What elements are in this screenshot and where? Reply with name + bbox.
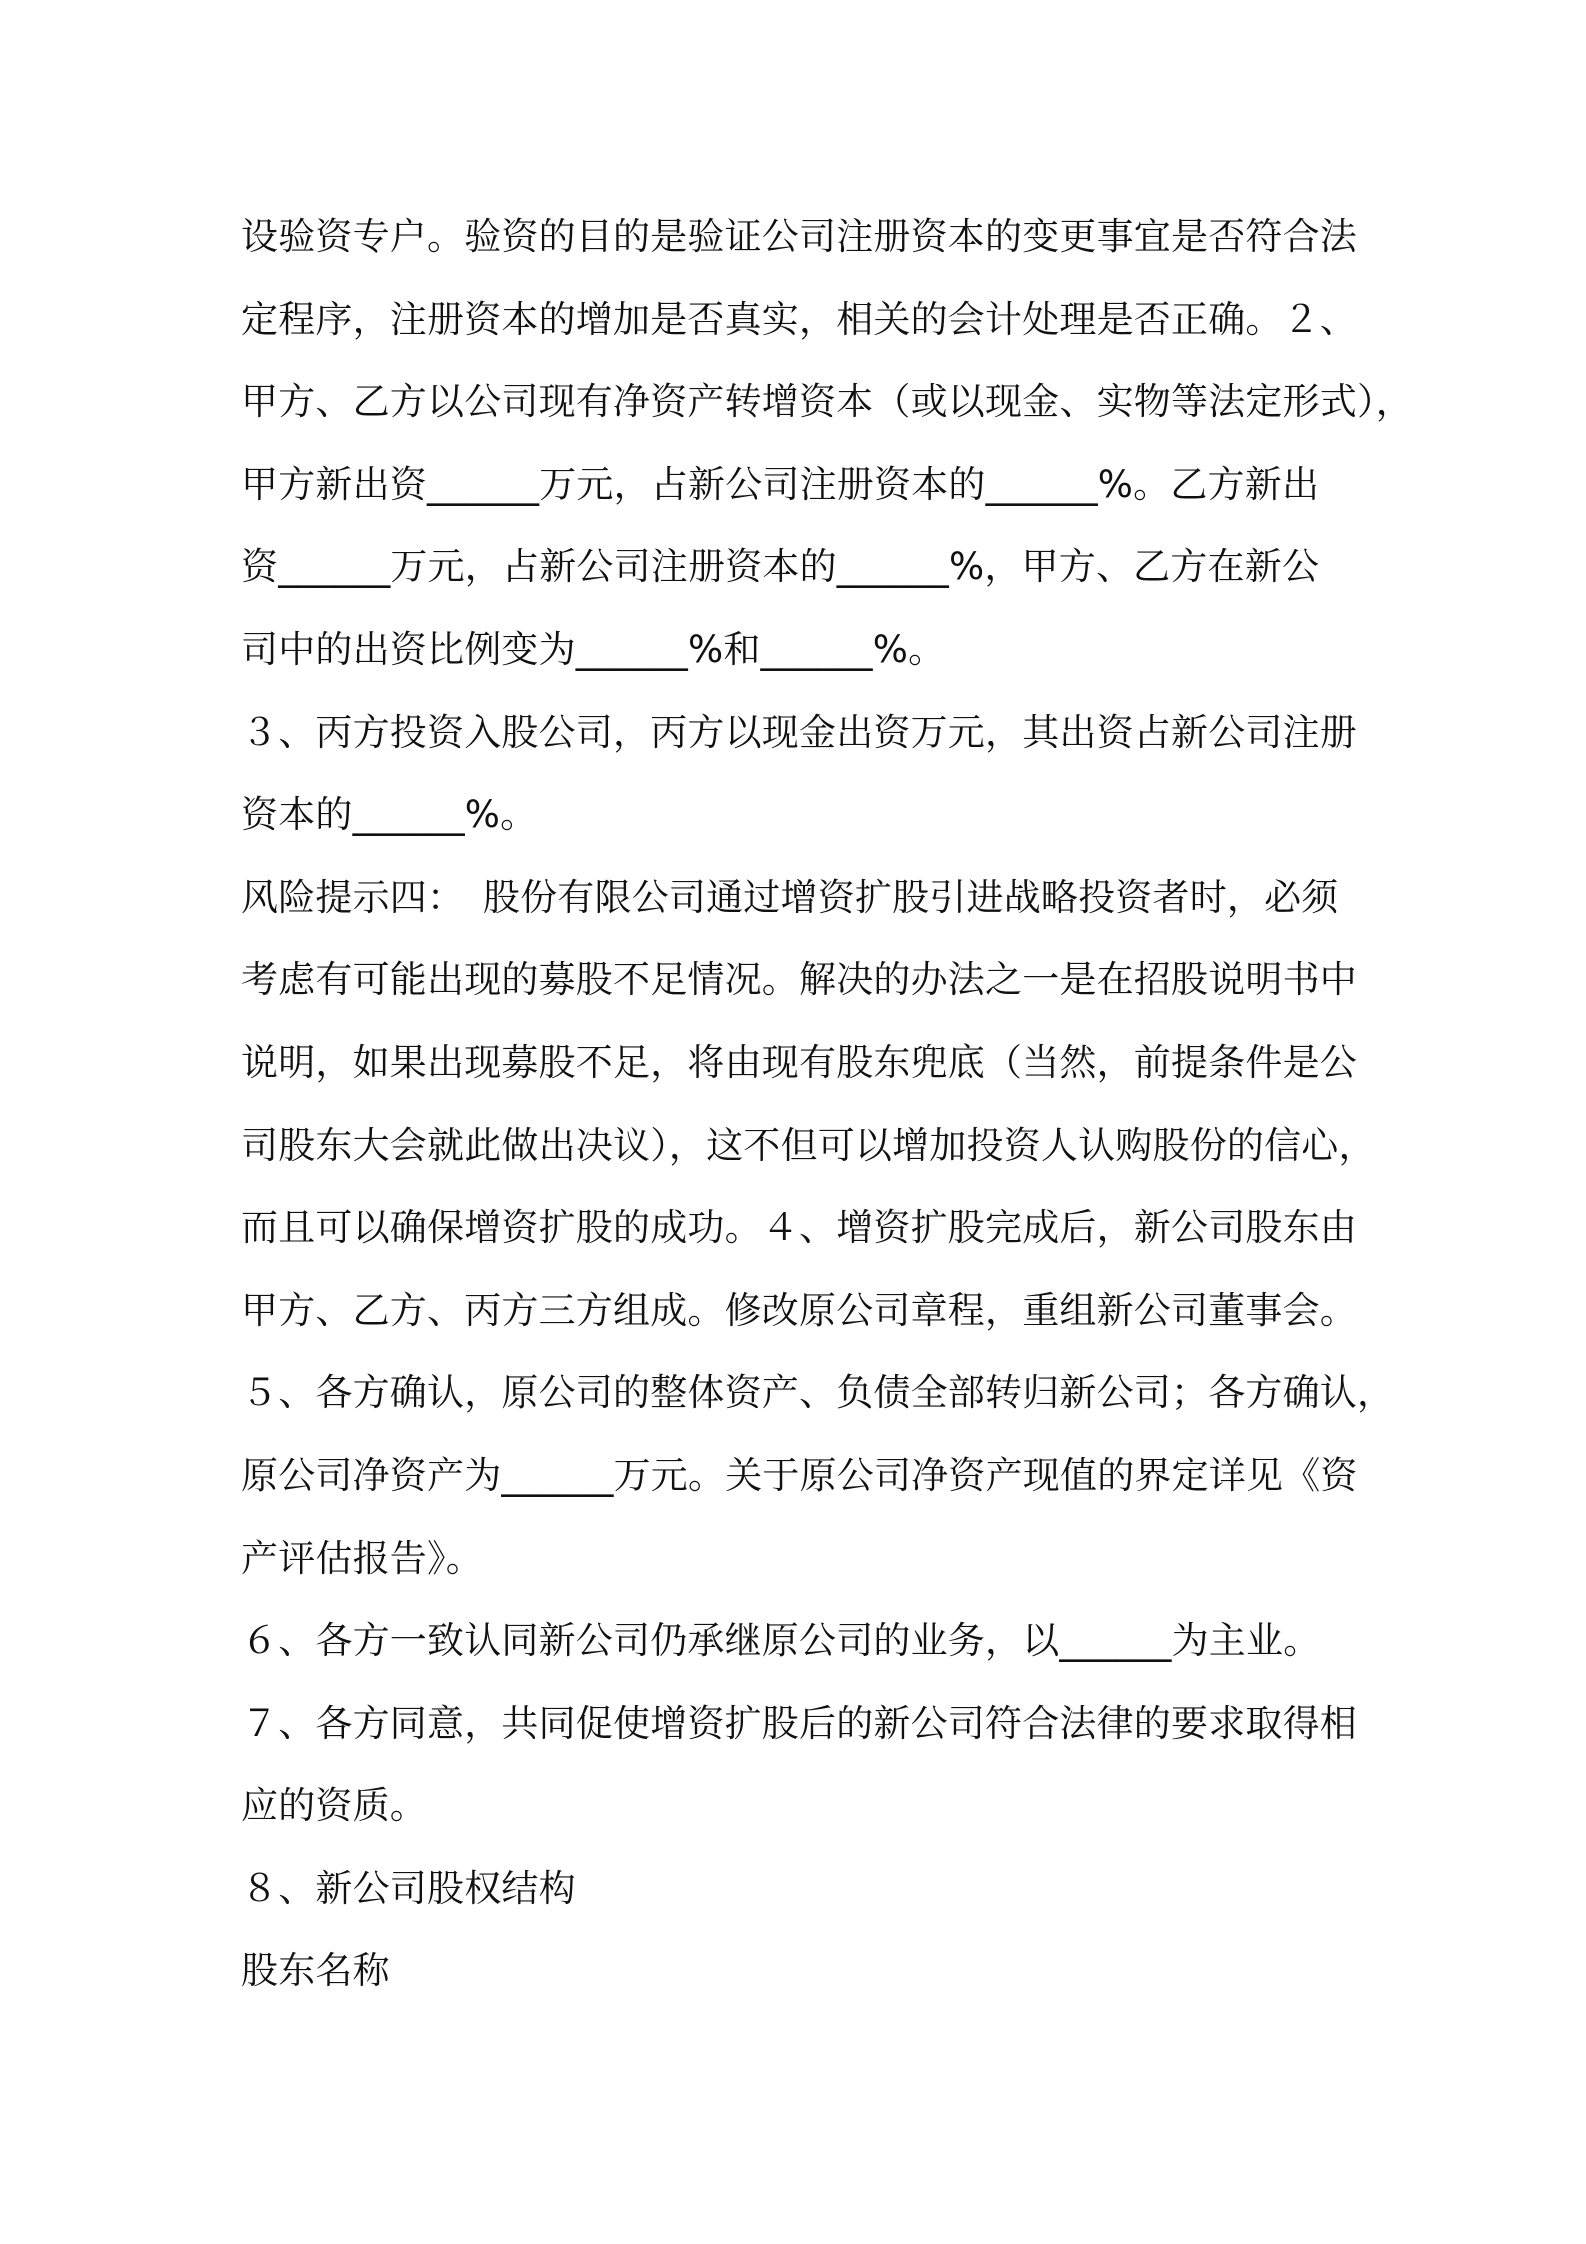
text-line: 司中的出资比例变为______%和______%。 <box>241 627 946 671</box>
text-line: 应的资质。 <box>241 1784 427 1828</box>
text-line: 甲方、乙方以公司现有净资产转增资本（或以现金、实物等法定形式）， <box>241 380 1413 424</box>
text-line: 甲方、乙方、丙方三方组成。修改原公司章程，重组新公司董事会。 <box>241 1288 1357 1332</box>
text-line: 股东名称 <box>241 1949 390 1993</box>
text-line: 定程序，注册资本的增加是否真实，相关的会计处理是否正确。２、 <box>241 297 1357 341</box>
text-line: 设验资专户。验资的目的是验证公司注册资本的变更事宜是否符合法 <box>241 215 1357 258</box>
text-line: ５、各方确认，原公司的整体资产、负债全部转归新公司；各方确认， <box>241 1371 1395 1415</box>
text-line: ８、新公司股权结构 <box>241 1866 576 1910</box>
text-line: 资______万元，占新公司注册资本的______%，甲方、乙方在新公 <box>241 545 1320 589</box>
text-line: 产评估报告》。 <box>241 1536 483 1580</box>
text-line: 资本的______%。 <box>241 793 538 837</box>
document-body <box>241 196 1413 2013</box>
text-line: 考虑有可能出现的募股不足情况。解决的办法之一是在招股说明书中 <box>241 958 1357 1002</box>
text-line: 甲方新出资______万元，占新公司注册资本的______%。乙方新出 <box>241 462 1320 506</box>
text-line: ７、各方同意，共同促使增资扩股后的新公司符合法律的要求取得相 <box>241 1701 1357 1745</box>
text-line: ３、丙方投资入股公司，丙方以现金出资万元，其出资占新公司注册 <box>241 710 1357 754</box>
text-line: 而且可以确保增资扩股的成功。４、增资扩股完成后，新公司股东由 <box>241 1206 1357 1250</box>
text-line: 原公司净资产为______万元。关于原公司净资产现值的界定详见《资 <box>241 1453 1358 1497</box>
text-line: 说明，如果出现募股不足，将由现有股东兜底（当然，前提条件是公 <box>241 1040 1357 1084</box>
text-line: ６、各方一致认同新公司仍承继原公司的业务，以______为主业。 <box>241 1619 1321 1663</box>
text-line: 风险提示四： 股份有限公司通过增资扩股引进战略投资者时，必须 <box>241 875 1339 919</box>
text-line: 司股东大会就此做出决议），这不但可以增加投资人认购股份的信心， <box>241 1123 1376 1167</box>
